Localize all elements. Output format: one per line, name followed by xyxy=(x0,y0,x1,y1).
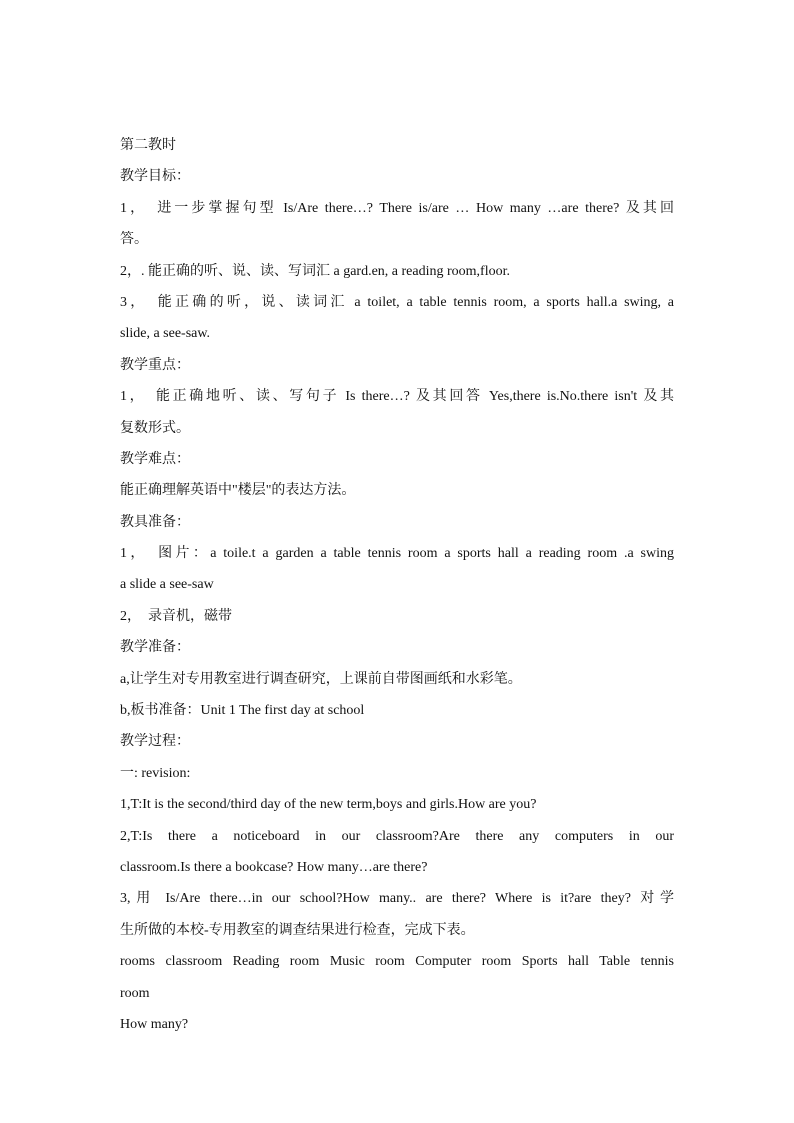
survey-table-row-label: How many? xyxy=(120,1016,189,1032)
objective-1-line-2: 答。 xyxy=(120,232,148,248)
section-heading-procedure: 教学过程： xyxy=(120,733,190,750)
preparation-a: a,让学生对专用教室进行调查研究，上课前自带图画纸和水彩笔。 xyxy=(120,671,522,687)
document-page xyxy=(120,130,674,1040)
procedure-step-2-line-2: classroom.Is there a bookcase? How many…are there? xyxy=(120,859,428,875)
survey-table-header-line-1: rooms classroom Reading room Music room Computer room Sports hall Table tennis xyxy=(120,954,674,970)
objective-2: 2，. 能正确的听、说、读、写词汇 a gard.en, a reading room,floor. xyxy=(120,263,510,279)
procedure-revision-heading: 一: revision: xyxy=(120,765,191,781)
objective-3-line-2: slide, a see-saw. xyxy=(120,326,211,342)
procedure-step-3-line-2: 生所做的本校-专用教室的调查结果进行检查，完成下表。 xyxy=(120,922,475,938)
teaching-aid-1-line-1: 1， 图片：a toile.t a garden a table tennis room a sports hall a reading room .a swing xyxy=(120,546,674,562)
section-heading-key-points: 教学重点： xyxy=(120,356,190,373)
preparation-b: b,板书准备：Unit 1 The first day at school xyxy=(120,703,365,719)
section-heading-objectives: 教学目标： xyxy=(120,168,190,185)
key-point-1-line-2: 复数形式。 xyxy=(120,420,190,436)
procedure-step-2-line-1: 2,T:Is there a noticeboard in our classroom?Are there any computers in our xyxy=(120,828,674,844)
difficulty-text: 能正确理解英语中"楼层"的表达方法。 xyxy=(120,483,356,499)
objective-1-line-1: 1， 进一步掌握句型 Is/Are there…? There is/are … How many …are there? 及其回 xyxy=(120,200,674,216)
section-heading-difficulties: 教学难点： xyxy=(120,450,190,467)
teaching-aid-1-line-2: a slide a see-saw xyxy=(120,577,214,593)
section-heading-teaching-aids: 教具准备： xyxy=(120,513,190,530)
procedure-step-3-line-1: 3,用 Is/Are there…in our school?How many.. are there? Where is it?are they? 对学 xyxy=(120,891,674,907)
section-heading-preparation: 教学准备： xyxy=(120,639,190,656)
survey-table-header-line-2: room xyxy=(120,985,150,1001)
teaching-aid-2: 2， 录音机，磁带 xyxy=(120,608,232,624)
lesson-title: 第二教时 xyxy=(120,137,176,153)
key-point-1-line-1: 1， 能正确地听、读、写句子 Is there…? 及其回答 Yes,there is.No.there isn't 及其 xyxy=(120,389,674,405)
procedure-step-1: 1,T:It is the second/third day of the new term,boys and girls.How are you? xyxy=(120,797,537,813)
objective-3-line-1: 3， 能正确的听，说、读词汇 a toilet, a table tennis room, a sports hall.a swing, a xyxy=(120,294,674,310)
